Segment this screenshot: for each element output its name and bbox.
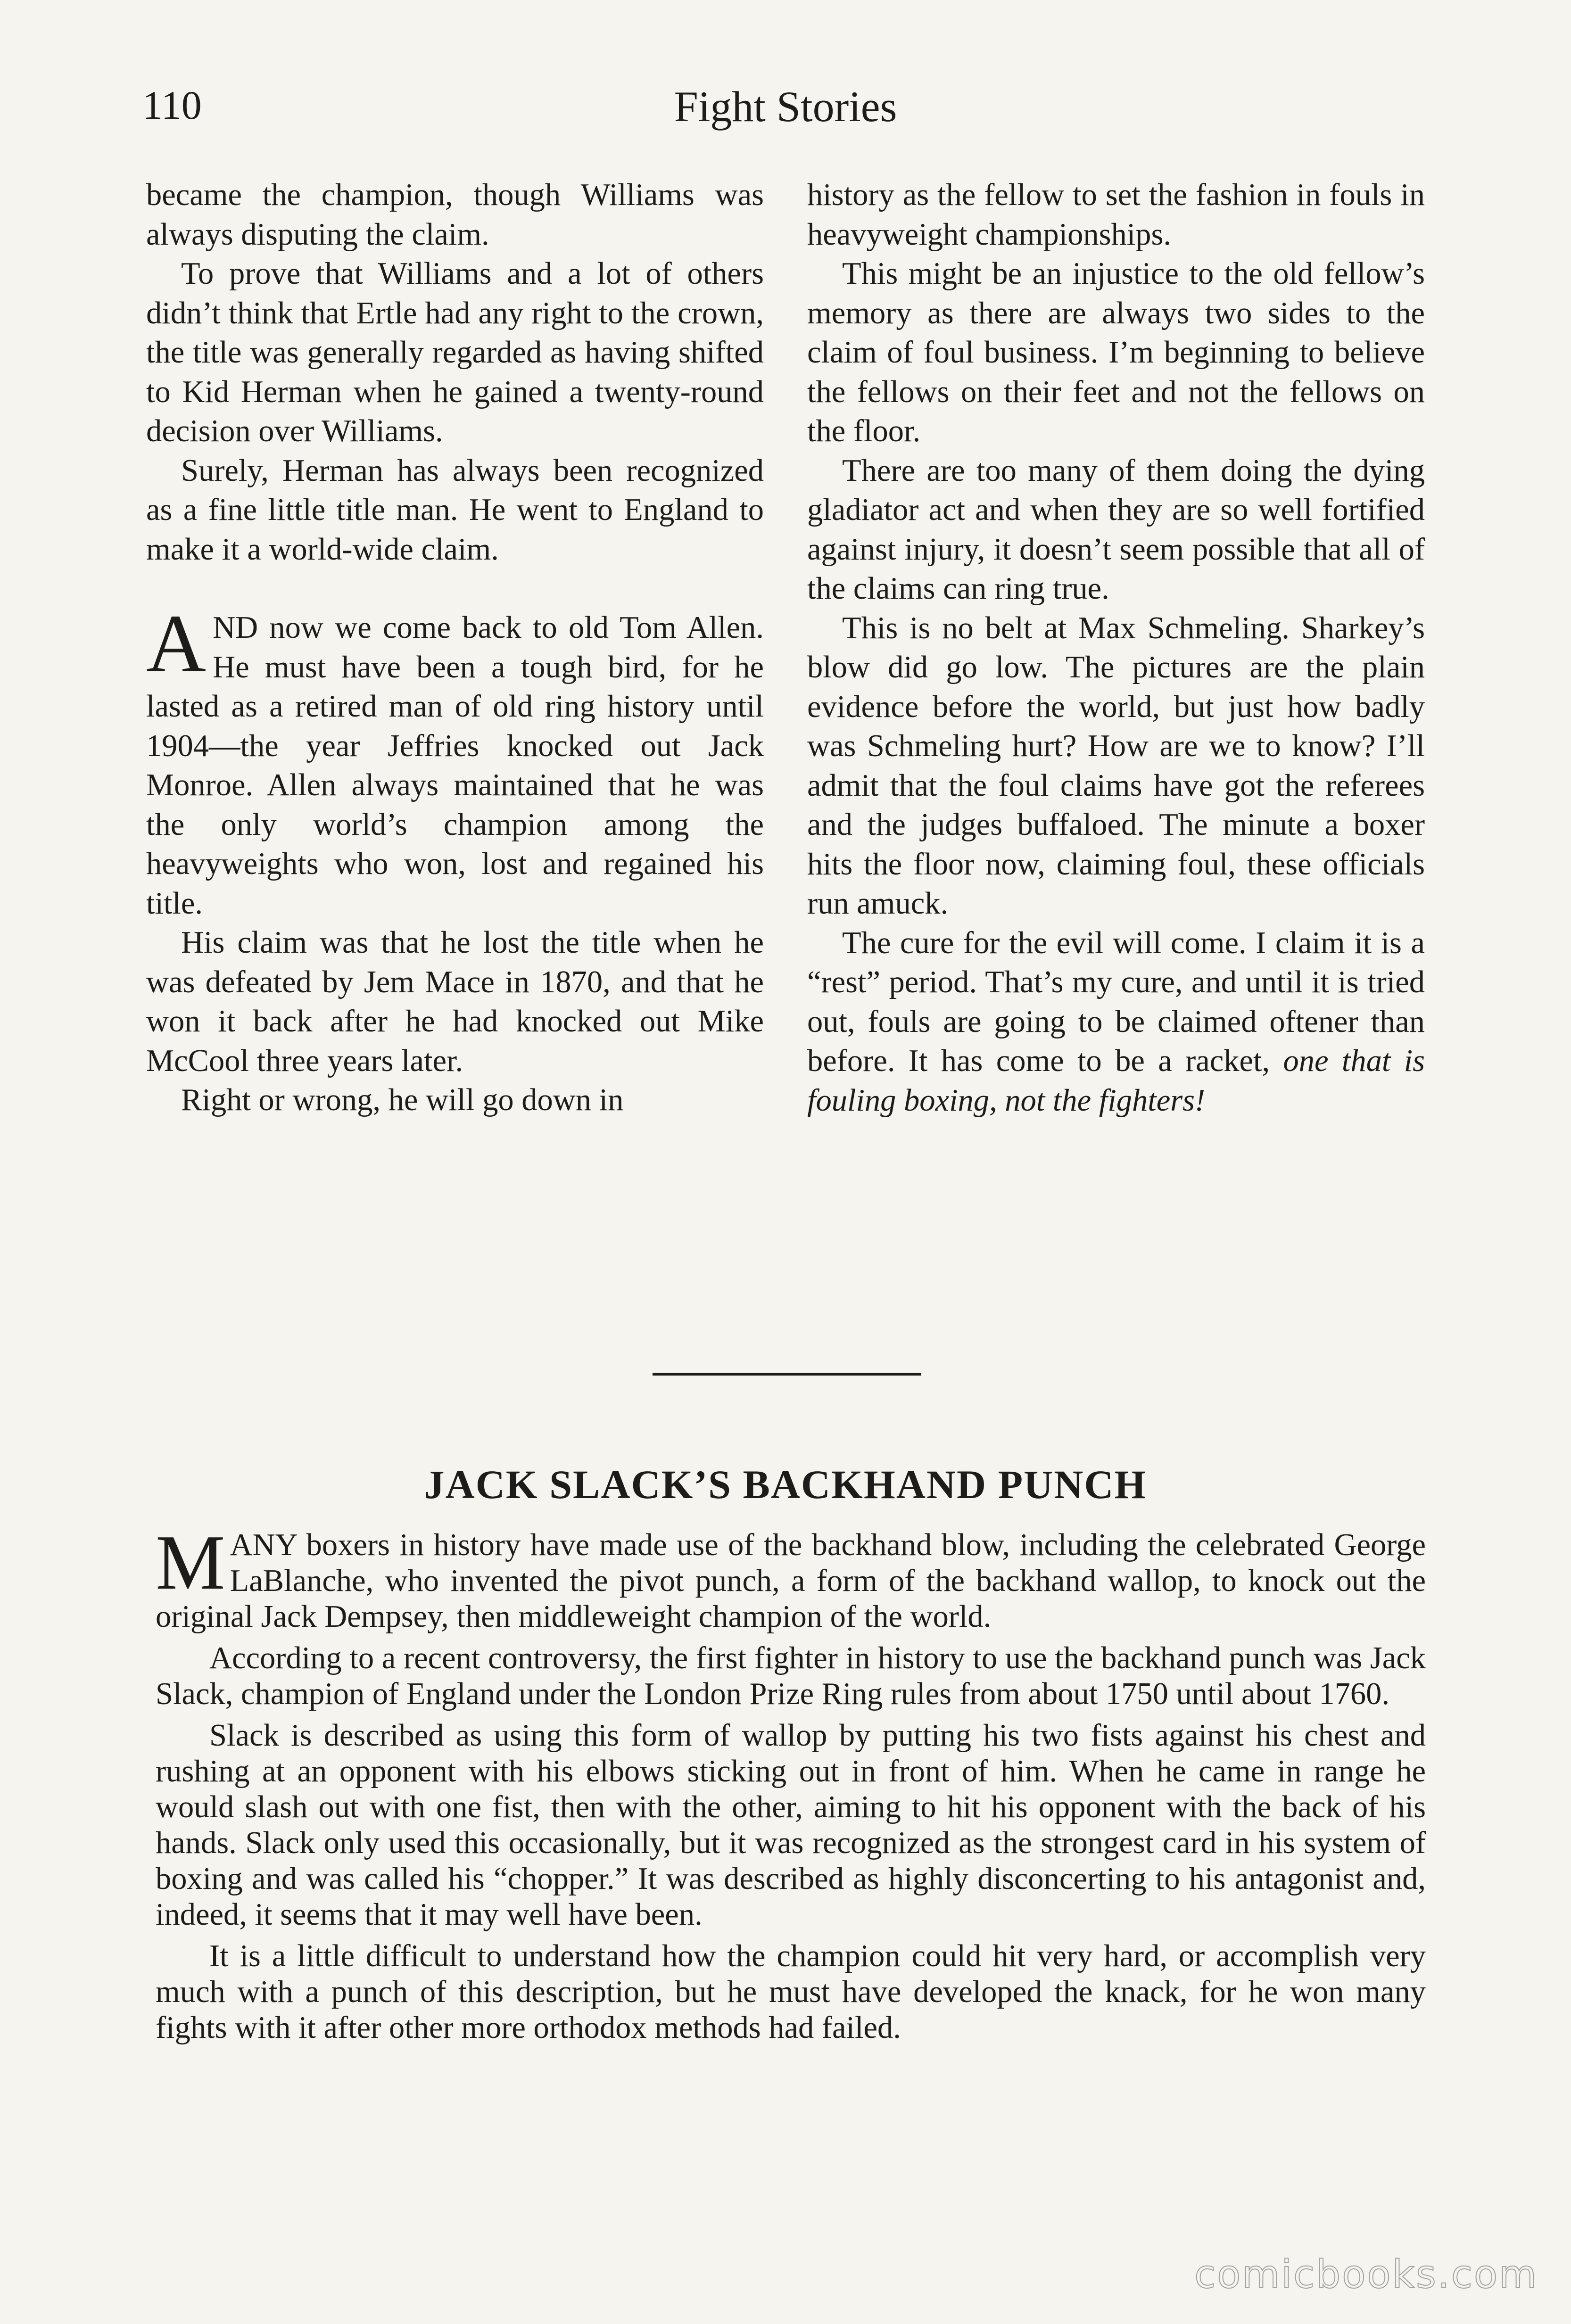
left-paragraph-3: Surely, Herman has always been recognized as a fine little title man. He went to England to make it a world-wide claim. (146, 453, 764, 567)
right-paragraph-5-text: The cure for the evil will come. I claim it is a “rest” period. That’s my cure, and until it is tried out, fouls are going to be claimed oftener than before. It has come to be a racket, (807, 925, 1425, 1078)
right-column (807, 175, 1425, 1120)
left-paragraph-4 (146, 598, 764, 923)
right-paragraph-2: This might be an injustice to the old fellow’s memory as there are always two sides to the claim of foul business. I’m beginning to believe the fellows on their feet and not the fellows on the floor. (807, 256, 1425, 448)
left-column (146, 175, 764, 1120)
right-paragraph-5 (807, 923, 1425, 1121)
left-paragraph-2: To prove that Williams and a lot of others didn’t think that Ertle had any right to the crown, the title was generally regarded as having shifted to Kid Herman when he gained a twenty-round decision over Williams. (146, 256, 764, 448)
page-number: 110 (142, 82, 202, 128)
article-paragraph-3: Slack is described as using this form of wallop by putting his two fists against his chest and rushing at an opponent with his elbows sticking out in front of him. When he came in range he would slash out with one fist, then with the other, aiming to hit his opponent with the back of his hands. Slack only used this occasionally, but it was recognized as the strongest card in his system of boxing and was called his “chopper.” It was described as highly disconcerting to his antagonist and, indeed, it seems that it may well have been. (156, 1718, 1426, 1932)
right-paragraph-1: history as the fellow to set the fashion in fouls in heavyweight championships. (807, 178, 1425, 252)
watermark: comicbooks.com (1194, 2252, 1538, 2297)
article-paragraph-1-text: ANY boxers in history have made use of the backhand blow, including the celebrated George LaBlanche, who invented the pivot punch, a form of the backhand wallop, to knock out the original Jack Dempsey, then middleweight champion of the world. (156, 1528, 1426, 1634)
magazine-title: Fight Stories (674, 82, 897, 131)
right-paragraph-3: There are too many of them doing the dying gladiator act and when they are so well fortified against injury, it doesn’t seem possible that all of the claims can ring true. (807, 453, 1425, 606)
article-paragraph-4: It is a little difficult to understand how the champion could hit very hard, or accomplish very much with a punch of this description, but he must have developed the knack, for he won many fights with it after other more orthodox methods had failed. (156, 1939, 1426, 2045)
left-paragraph-5: His claim was that he lost the title when he was defeated by Jem Mace in 1870, and that he won it back after he had knocked out Mike McCool three years later. (146, 925, 764, 1078)
article-paragraph-1 (156, 1519, 1426, 1635)
right-paragraph-4: This is no belt at Max Schmeling. Sharkey’s blow did go low. The pictures are the plain evidence before the world, but just how badly was Schmeling hurt? How are we to know? I’ll admit that the foul claims have got the referees and the judges buffaloed. The minute a boxer hits the floor now, claiming foul, these officials run amuck. (807, 610, 1425, 921)
article-title: JACK SLACK’S BACKHAND PUNCH (424, 1462, 1147, 1507)
article-body (156, 1519, 1426, 2052)
left-paragraph-1: became the champion, though Williams was always disputing the claim. (146, 178, 764, 252)
drop-cap-m: M (156, 1519, 225, 1606)
article-paragraph-2: According to a recent controversy, the first fighter in history to use the backhand punch was Jack Slack, champion of England under the London Prize Ring rules from about 1750 until about 1760. (156, 1641, 1426, 1711)
section-divider (653, 1373, 921, 1376)
right-paragraph-5-italic: one that is fouling boxing, not the fighters! (807, 1044, 1425, 1118)
left-paragraph-6: Right or wrong, he will go down in (181, 1083, 624, 1117)
left-paragraph-4-text: ND now we come back to old Tom Allen. He must have been a tough bird, for he lasted as a retired man of old ring history until 1904—the year Jeffries knocked out Jack Monroe. Allen always maintained that he was the only world’s champion among the heavyweights who won, lost and regained his title. (146, 610, 764, 921)
drop-cap-a: A (146, 598, 207, 690)
